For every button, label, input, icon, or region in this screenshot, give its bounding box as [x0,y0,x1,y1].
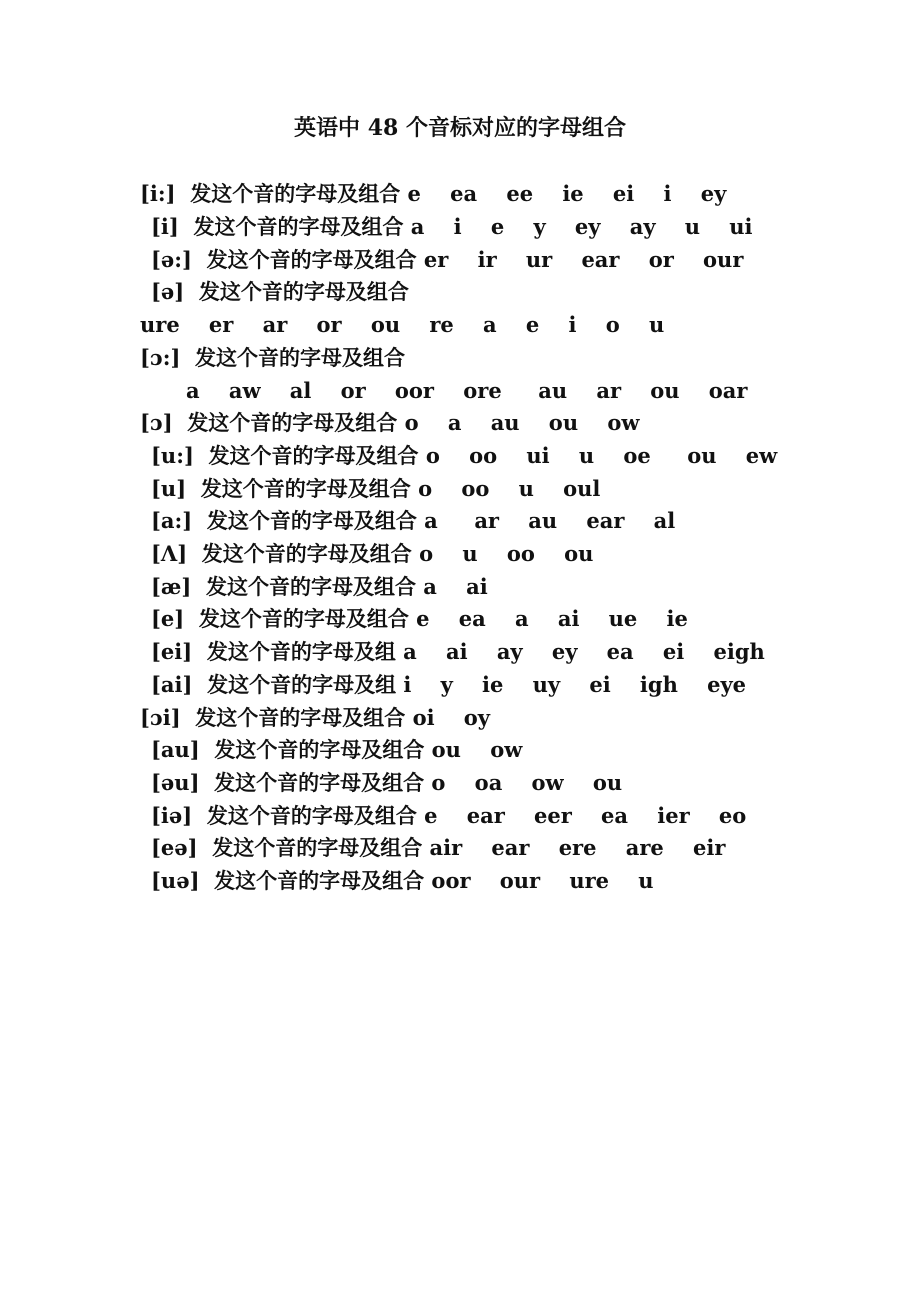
phonetic-line-ae: [æ] 发这个音的字母及组合 a ai [151,574,488,599]
phonetic-line-ie: [iə] 发这个音的字母及组合 e ear eer ea ier eo [151,803,747,828]
phonetic-line-open-o-long: [ɔ:] 发这个音的字母及组合 [140,345,406,370]
phonetic-line-ai: [ai] 发这个音的字母及组 i y ie uy ei igh eye [151,672,747,697]
phonetic-line-u-long: [u:] 发这个音的字母及组合 o oo ui u oe ou ew [151,443,778,468]
phonetic-line-e: [e] 发这个音的字母及组合 e ea a ai ue ie [151,606,688,631]
phonetic-line-schwa-letters: ure er ar or ou re a e i o u [140,312,665,337]
phonetic-line-i-long: [i:] 发这个音的字母及组合 e ea ee ie ei i ey [140,181,727,206]
phonetic-line-ue: [uə] 发这个音的字母及组合 oor our ure u [151,868,654,893]
phonetic-line-schwa-short: [ə] 发这个音的字母及组合 [151,279,409,304]
phonetic-line-schwa-long: [ə:] 发这个音的字母及组合 er ir ur ear or our [151,247,744,272]
page-title: 英语中 48 个音标对应的字母组合 [294,115,626,141]
phonetic-line-eir: [eə] 发这个音的字母及组合 air ear ere are eir [151,835,726,860]
phonetic-line-oi: [ɔi] 发这个音的字母及组合 oi oy [140,705,491,730]
phonetic-line-ei: [ei] 发这个音的字母及组 a ai ay ey ea ei eigh [151,639,765,664]
phonetic-line-wedge: [Λ] 发这个音的字母及组合 o u oo ou [151,541,594,566]
phonetic-line-u-short: [u] 发这个音的字母及组合 o oo u oul [151,476,601,501]
phonetic-line-au: [au] 发这个音的字母及组合 ou ow [151,737,523,762]
phonetic-line-i-short: [i] 发这个音的字母及组合 a i e y ey ay u ui [151,214,753,239]
phonetic-line-open-o-short: [ɔ] 发这个音的字母及组合 o a au ou ow [140,410,640,435]
phonetic-line-ou: [əu] 发这个音的字母及组合 o oa ow ou [151,770,623,795]
phonetic-line-open-o-letters: a aw al or oor ore au ar ou oar [186,378,748,403]
phonetic-line-a-long: [a:] 发这个音的字母及组合 a ar au ear al [151,508,676,533]
